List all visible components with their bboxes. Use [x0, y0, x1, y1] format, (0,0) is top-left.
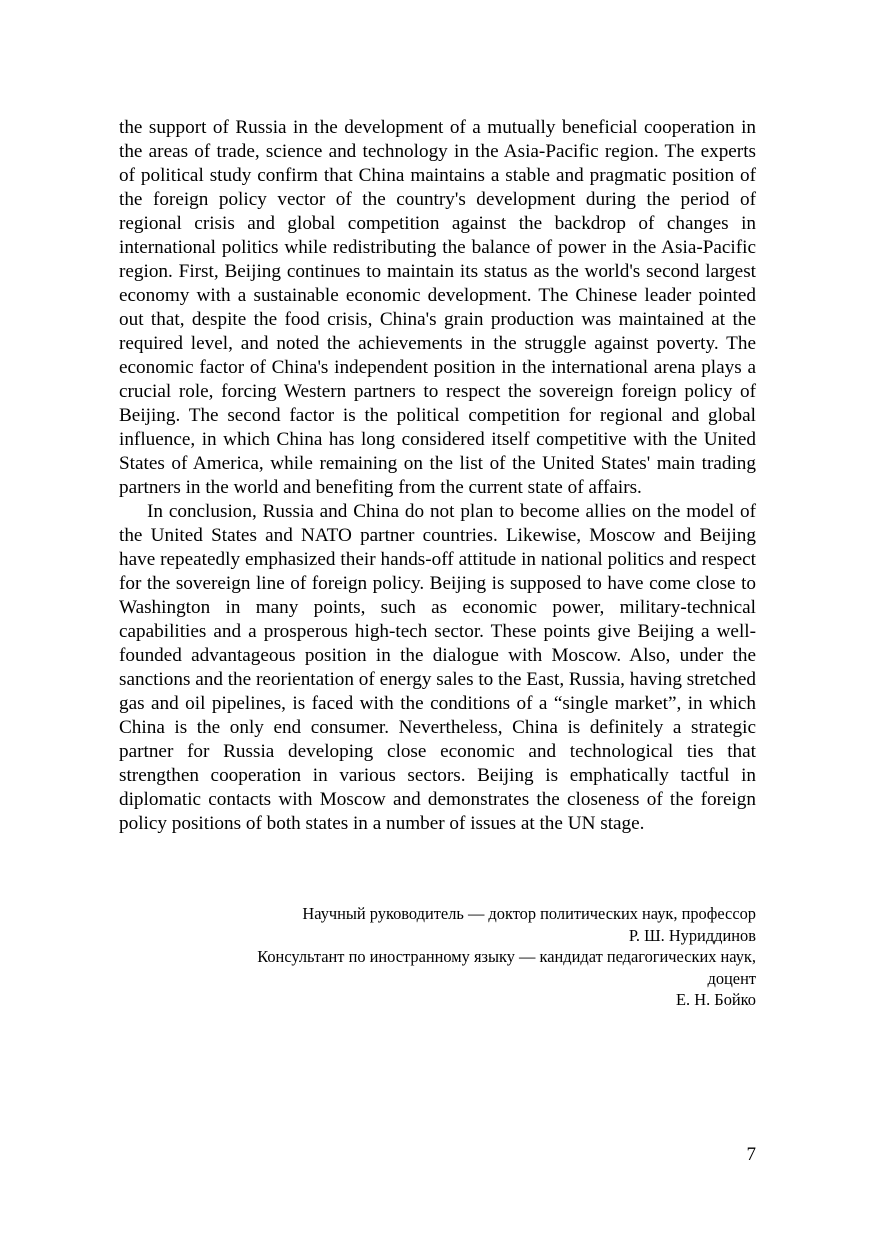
consultant-name: Е. Н. Бойко [676, 990, 756, 1009]
page-number: 7 [746, 1144, 756, 1165]
consultant-role: Консультант по иностранному языку — кандидат педагогических наук, [257, 947, 756, 966]
supervisor-name: Р. Ш. Нуриддинов [628, 925, 756, 945]
paragraph-conclusion: In conclusion, Russia and China do not plan to become allies on the model of the United States and NATO partner countries. Likewise, Moscow and Beijing have repeatedly emphasized their hands-off attitude in national politics and respect for the sovereign line of foreign policy. Beijing is supposed to have come close to Washington in many points, such as economic power, military-technical capabilities and a prosperous high-tech sector. These points give Beijing a well-founded advantageous position in the dialogue with Moscow. Also, under the sanctions and the reorientation of energy sales to the East, Russia, having stretched gas and oil pipelines, is faced with the conditions of a “single market”, in which China is the only end consumer. Nevertheless, China is definitely a strategic partner for Russia developing close economic and technological ties that strengthen cooperation in various sectors. Beijing is emphatically tactful in diplomatic contacts with Moscow and demonstrates the closeness of the foreign policy positions of both states in a number of issues at the UN stage. [119, 501, 756, 834]
paragraph-continuation: the support of Russia in the development of a mutually beneficial cooperation in the areas of trade, science and technology in the Asia-Pacific region. The experts of political study confirm that China maintains a stable and pragmatic position of the foreign policy vector of the country's development during the period of regional crisis and global competition against the backdrop of changes in international politics while redistributing the balance of power in the Asia-Pacific region. First, Beijing continues to maintain its status as the world's second largest economy with a sustainable economic development. The Chinese leader pointed out that, despite the food crisis, China's grain production was maintained at the required level, and noted the achievements in the struggle against poverty. The economic factor of China's independent position in the international arena plays a crucial role, forcing Western partners to respect the sovereign foreign policy of Beijing. The second factor is the political competition for regional and global influence, in which China has long considered itself competitive with the United States of America, while remaining on the list of the United States' main trading partners in the world and benefiting from the current state of affairs. [119, 117, 756, 498]
document-page [119, 116, 756, 836]
consultant-title: доцент [707, 968, 756, 988]
supervisor-role: Научный руководитель — доктор политических наук, профессор [302, 904, 756, 923]
body-text [119, 116, 756, 836]
signature-block [119, 903, 756, 1011]
